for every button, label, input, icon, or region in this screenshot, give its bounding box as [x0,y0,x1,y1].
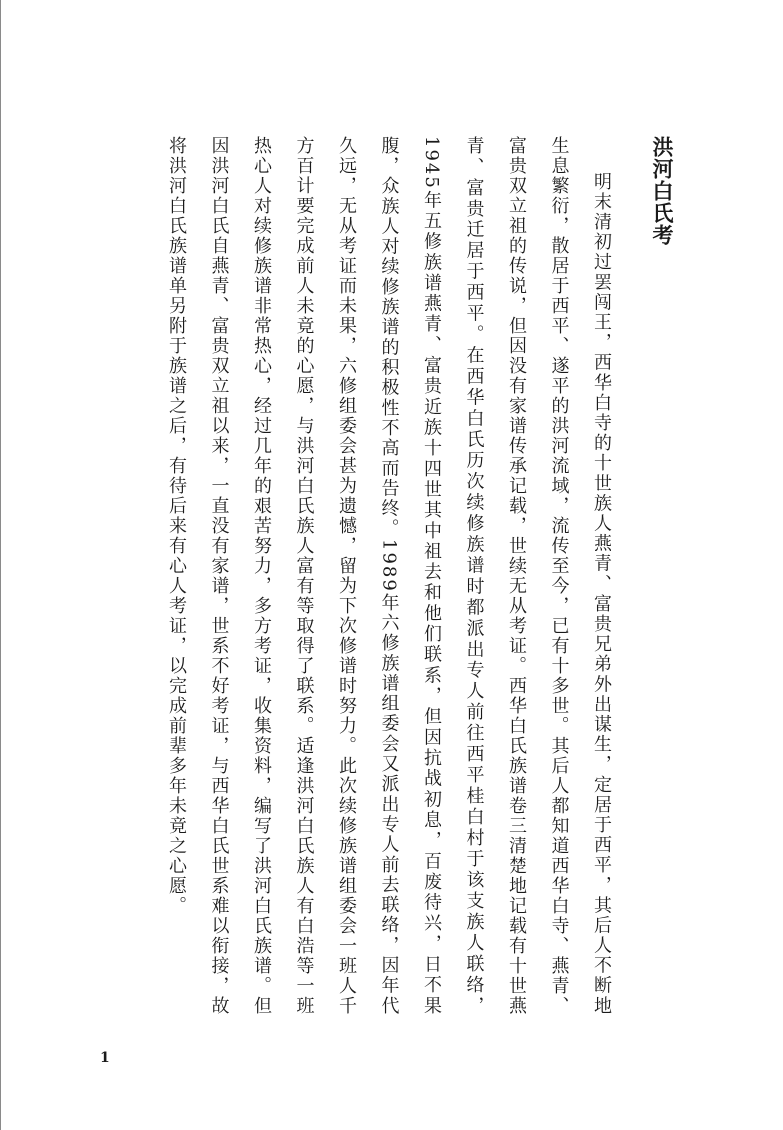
page-number: 1 [100,1050,110,1066]
body-paragraph: 明末清初过罢闯王，西华白寺的十世族人燕青、富贵兄弟外出谋生，定居于西平，其后人不断地生息繁衍，散居于西平、遂平的洪河流域，流传至今，已有十多世。其后人都知道西华白寺、燕青、富贵双立祖的传说，但因没有家谱传承记载，世续无从考证。西华白氏族谱卷三清楚地记载有十世燕青、富贵迁居于西平。在西华白氏历次续修族谱时都派出专人前往西平桂白村于该支族人联络，1945年五修族谱燕青、富贵近族十四世其中祖去和他们联系，但因抗战初息，百废待兴，日不果腹，众族人对续修族谱的积极性不高而告终。1989年六修族谱组委会又派出专人前去联络，因年代久远，无从考证而未果，六修组委会甚为遗憾，留为下次修谱时努力。此次续修族谱组委会一班人千方百计要完成前人未竟的心愿，与洪河白氏族人富有等取得了联系。适逢洪河白氏族人有白浩等一班热心人对续修族谱非常热心，经过几年的艰苦努力，多方考证，收集资料，编写了洪河白氏族谱。但因洪河白氏自燕青、富贵双立祖以来，一直没有家谱，世系不好考证，与西华白氏世系难以衔接，故将洪河白氏族谱单另附于族谱之后，有待后来有心人考证，以完成前辈多年未竟之心愿。 [166,136,612,1016]
page-left-border [0,0,1,1130]
vertical-text-block [166,136,680,1016]
page-title: 洪河白氏考 [650,136,675,246]
